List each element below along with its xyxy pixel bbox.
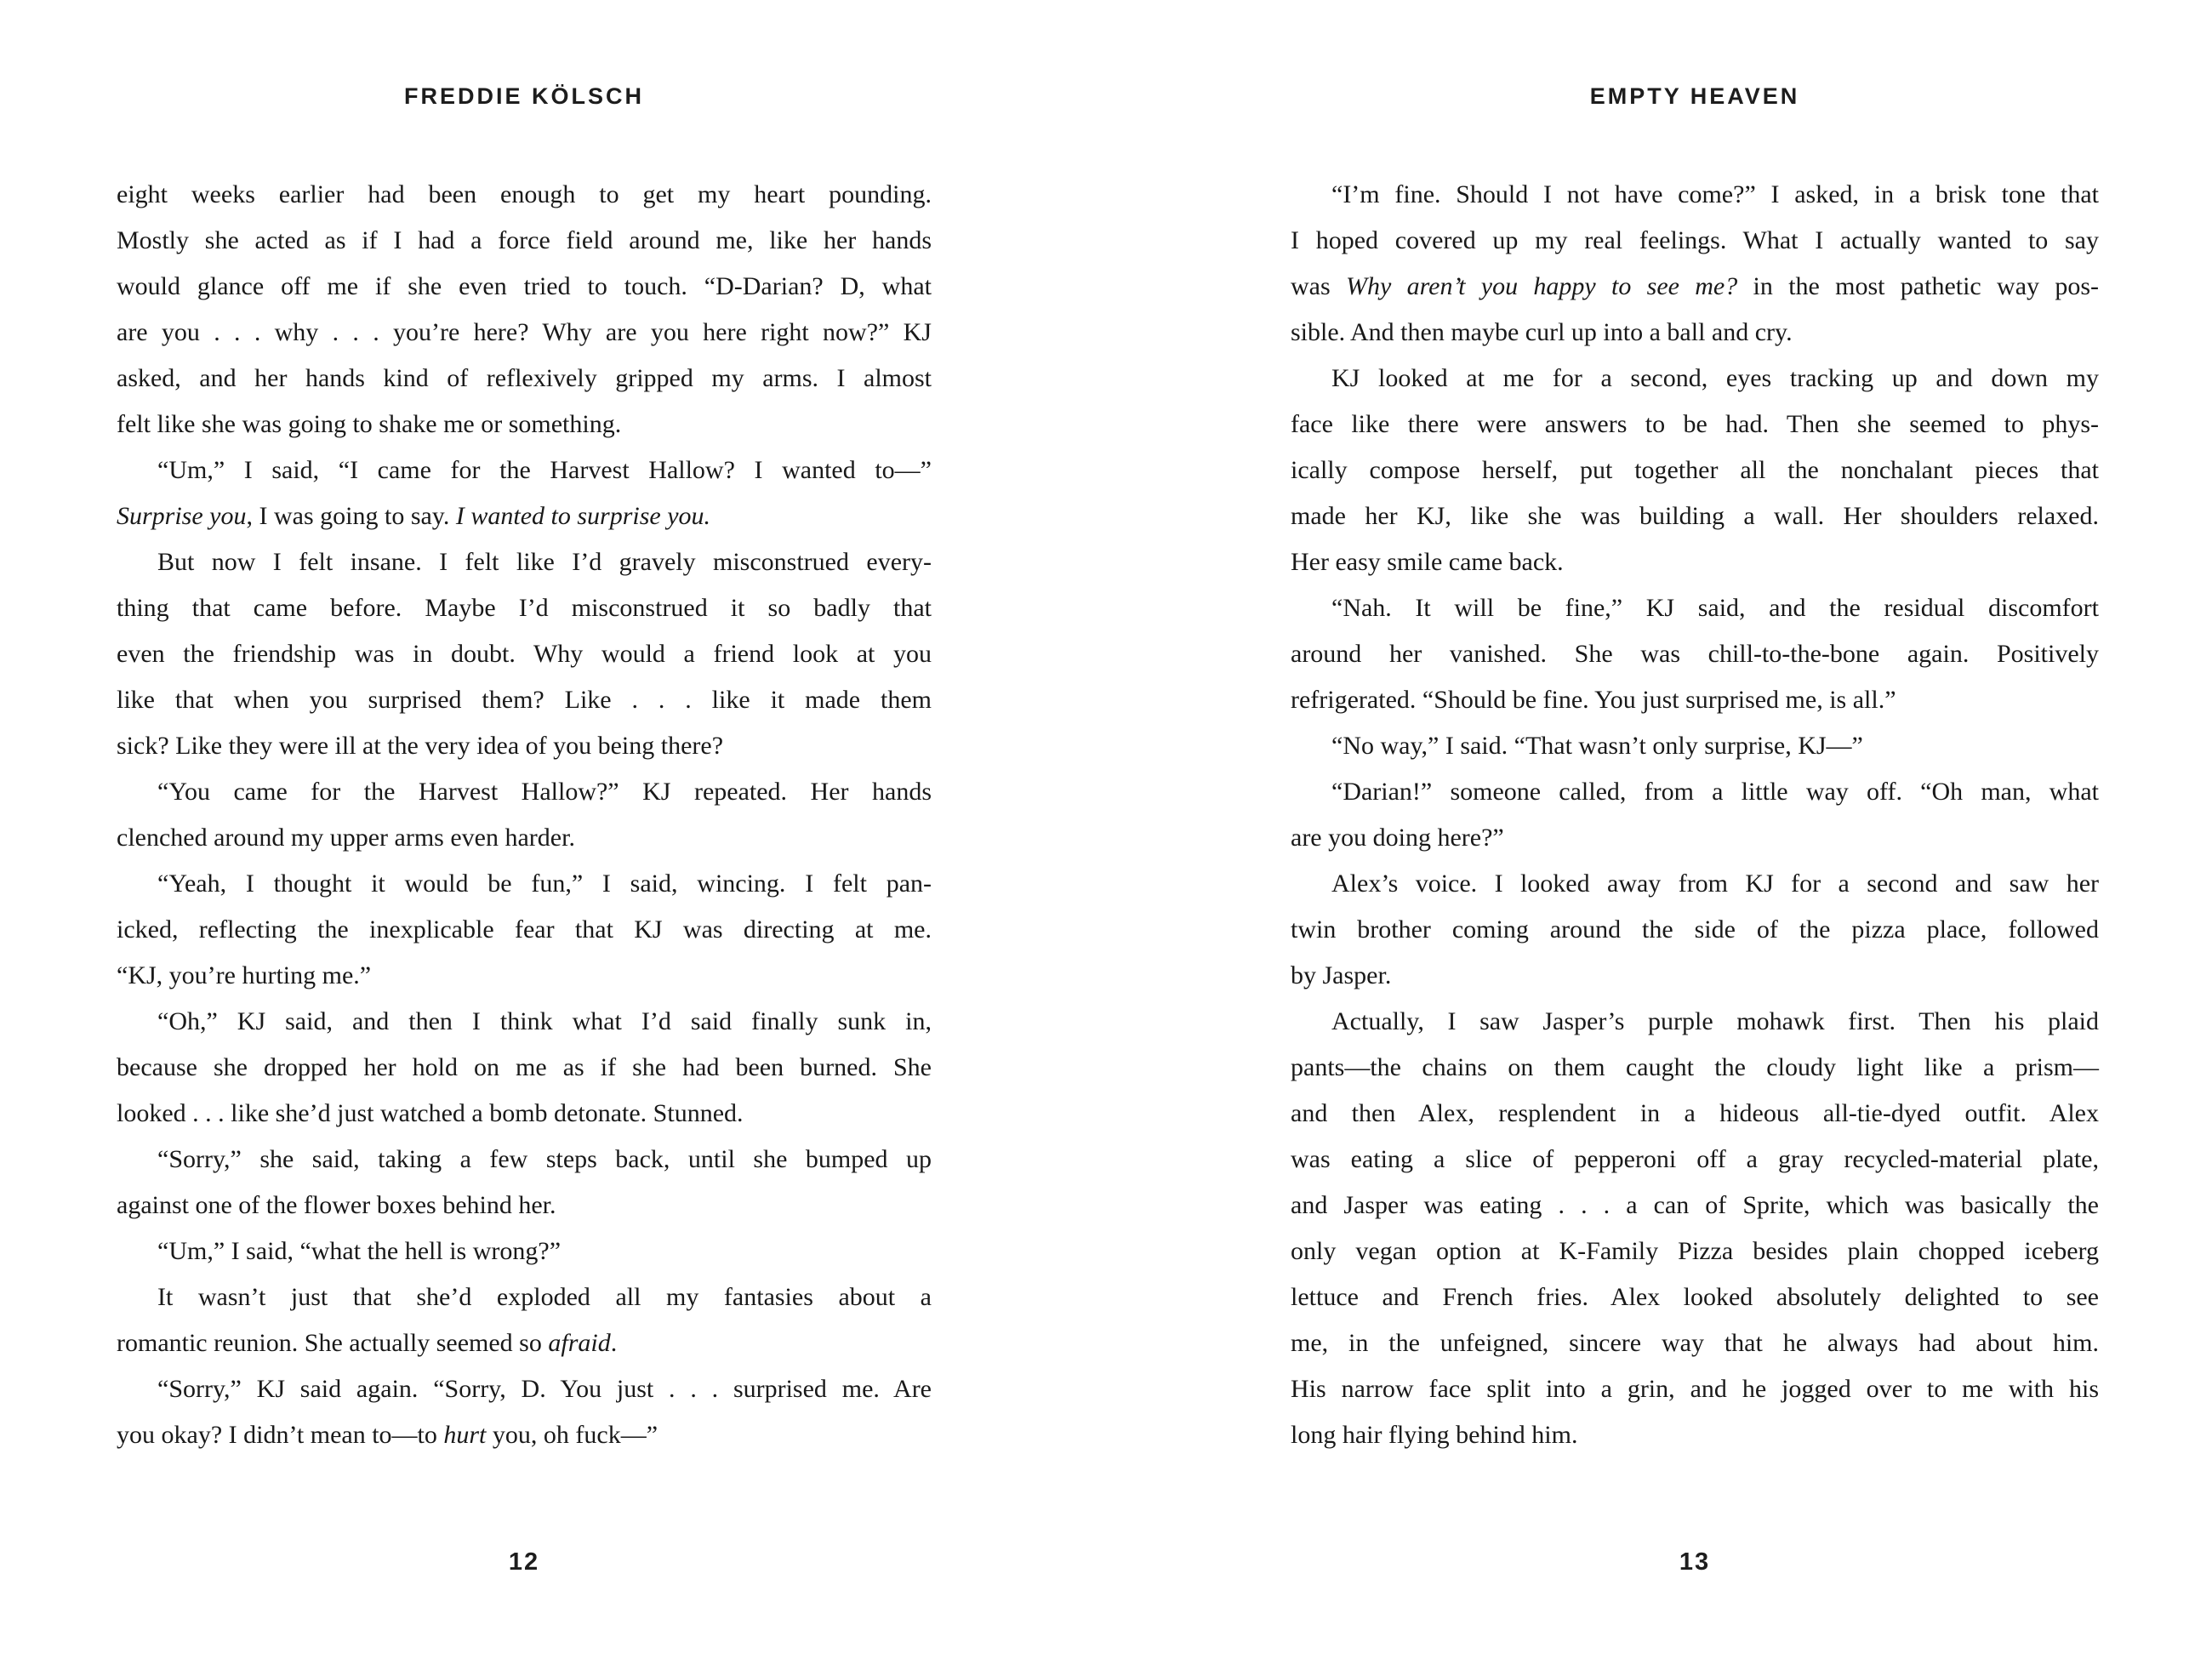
text-line: clenched around my upper arms even harder.: [117, 824, 575, 852]
text-line: “Nah. It will be fine,” KJ said, and the residual discomfort: [1331, 594, 2099, 622]
text-line: like that when you surprised them? Like . . . like it made them: [117, 686, 932, 714]
text-line: “No way,” I said. “That wasn’t only surprise, KJ—”: [1331, 732, 1863, 760]
text-line: “Darian!” someone called, from a little way off. “Oh man, what: [1331, 778, 2099, 806]
running-head-author: FREDDIE KÖLSCH: [403, 83, 644, 109]
text-line: But now I felt insane. I felt like I’d gravely misconstrued every-: [157, 548, 932, 576]
text-line: against one of the flower boxes behind her.: [117, 1191, 556, 1219]
text-line: by Jasper.: [1291, 961, 1392, 989]
text-line: ically compose herself, put together all the nonchalant pieces that: [1291, 456, 2099, 484]
left-page-body-text: [117, 172, 932, 1458]
text-line: His narrow face split into a grin, and he jogged over to me with his: [1291, 1375, 2099, 1403]
right-page-number: 13: [1679, 1548, 1711, 1576]
running-head-title: EMPTY HEAVEN: [1589, 83, 1800, 109]
text-line: “Sorry,” KJ said again. “Sorry, D. You just . . . surprised me. Are: [157, 1375, 932, 1403]
text-line: lettuce and French fries. Alex looked absolutely delighted to see: [1291, 1283, 2099, 1311]
text-line: romantic reunion. She actually seemed so afraid.: [117, 1329, 618, 1357]
text-line: thing that came before. Maybe I’d misconstrued it so badly that: [117, 594, 932, 622]
text-line: made her KJ, like she was building a wall. Her shoulders relaxed.: [1291, 502, 2099, 530]
text-line: and Jasper was eating . . . a can of Sprite, which was basically the: [1291, 1191, 2099, 1219]
text-line: refrigerated. “Should be fine. You just surprised me, is all.”: [1291, 686, 1896, 714]
left-page-number: 12: [508, 1548, 540, 1576]
text-line: even the friendship was in doubt. Why would a friend look at you: [117, 640, 932, 668]
text-line: me, in the unfeigned, sincere way that he always had about him.: [1291, 1329, 2099, 1357]
text-line: sible. And then maybe curl up into a ball and cry.: [1291, 318, 1793, 346]
text-line: Surprise you, I was going to say. I wanted to surprise you.: [117, 502, 711, 530]
text-line: Mostly she acted as if I had a force field around me, like her hands: [117, 226, 932, 254]
text-line: Alex’s voice. I looked away from KJ for a second and saw her: [1331, 869, 2099, 898]
text-line: “KJ, you’re hurting me.”: [117, 961, 372, 989]
text-line: I hoped covered up my real feelings. What I actually wanted to say: [1291, 226, 2099, 254]
text-line: are you doing here?”: [1291, 824, 1504, 852]
right-page: [1106, 0, 2212, 1659]
text-line: twin brother coming around the side of the pizza place, followed: [1291, 915, 2099, 944]
text-line: “Um,” I said, “I came for the Harvest Hallow? I wanted to—”: [157, 456, 932, 484]
text-line: “Sorry,” she said, taking a few steps back, until she bumped up: [157, 1145, 932, 1173]
text-line: only vegan option at K-Family Pizza besides plain chopped iceberg: [1291, 1237, 2099, 1265]
text-line: and then Alex, resplendent in a hideous all-tie-dyed outfit. Alex: [1291, 1099, 2099, 1127]
text-line: was eating a slice of pepperoni off a gray recycled-material plate,: [1291, 1145, 2099, 1173]
text-line: you okay? I didn’t mean to—to hurt you, oh fuck—”: [117, 1421, 658, 1449]
text-line: KJ looked at me for a second, eyes tracking up and down my: [1331, 364, 2099, 392]
text-line: eight weeks earlier had been enough to get my heart pounding.: [117, 180, 932, 208]
text-line: icked, reflecting the inexplicable fear that KJ was directing at me.: [117, 915, 932, 944]
text-line: face like there were answers to be had. Then she seemed to phys-: [1291, 410, 2099, 438]
right-page-body-text: [1291, 172, 2099, 1458]
text-line: Her easy smile came back.: [1291, 548, 1564, 576]
text-line: “You came for the Harvest Hallow?” KJ repeated. Her hands: [157, 778, 932, 806]
text-line: was Why aren’t you happy to see me? in the most pathetic way pos-: [1291, 272, 2100, 300]
text-line: looked . . . like she’d just watched a bomb detonate. Stunned.: [117, 1099, 744, 1127]
text-line: are you . . . why . . . you’re here? Why are you here right now?” KJ: [117, 318, 932, 346]
text-line: because she dropped her hold on me as if she had been burned. She: [117, 1053, 932, 1081]
text-line: “Um,” I said, “what the hell is wrong?”: [157, 1237, 562, 1265]
text-line: “I’m fine. Should I not have come?” I asked, in a brisk tone that: [1331, 180, 2099, 208]
text-line: Actually, I saw Jasper’s purple mohawk first. Then his plaid: [1331, 1007, 2099, 1035]
text-line: “Oh,” KJ said, and then I think what I’d said finally sunk in,: [157, 1007, 932, 1035]
text-line: It wasn’t just that she’d exploded all my fantasies about a: [157, 1283, 932, 1311]
text-line: asked, and her hands kind of reflexively gripped my arms. I almost: [117, 364, 932, 392]
text-line: “Yeah, I thought it would be fun,” I said, wincing. I felt pan-: [157, 869, 932, 898]
text-line: sick? Like they were ill at the very idea of you being there?: [117, 732, 724, 760]
text-line: pants—the chains on them caught the cloudy light like a prism—: [1291, 1053, 2099, 1081]
text-line: felt like she was going to shake me or something.: [117, 410, 622, 438]
text-line: long hair flying behind him.: [1291, 1421, 1578, 1449]
text-line: would glance off me if she even tried to touch. “D-Darian? D, what: [117, 272, 932, 300]
text-line: around her vanished. She was chill-to-the-bone again. Positively: [1291, 640, 2099, 668]
